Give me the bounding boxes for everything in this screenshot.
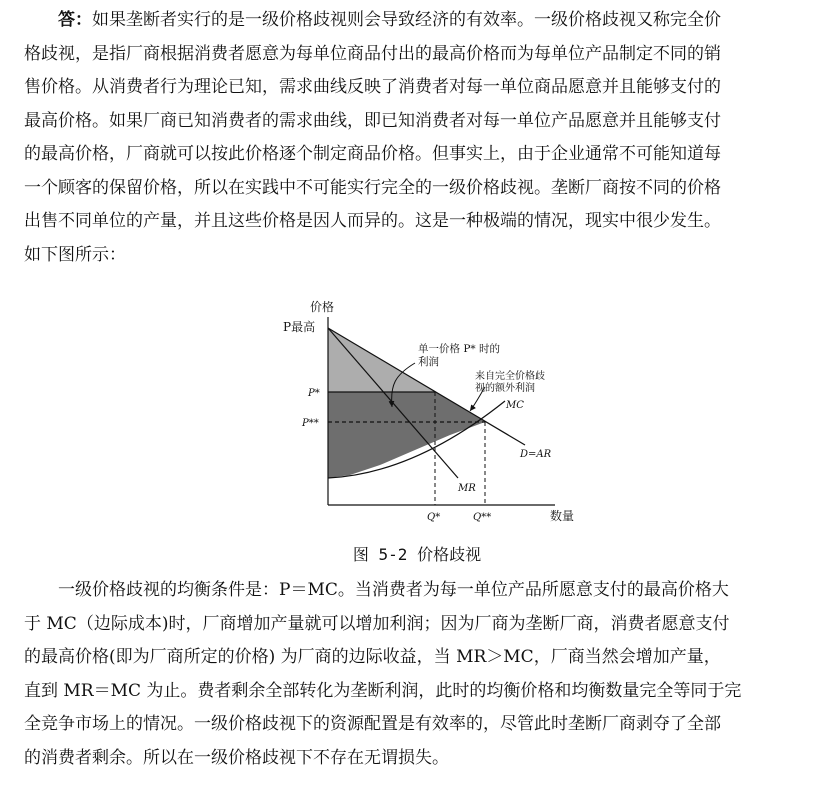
extra-profit-label-2: 视的额外利润 [475,383,535,394]
price-discrimination-figure [280,295,590,525]
mr-label: MR [458,483,476,494]
single-price-profit-label-2: 利润 [418,356,439,368]
paragraph-line: 于 MC（边际成本)时，厂商增加产量就可以增加利润；因为厂商为垄断厂商，消费者愿意支付 [24,613,730,634]
paragraph-line: 出售不同单位的产量，并且这些价格是因人而异的。这是一种极端的情况，现实中很少发生。 [24,211,721,231]
figure-caption: 图 5-2 价格歧视 [352,545,482,564]
answer-paragraph [24,4,810,272]
paragraph-line: 的最高价格，厂商就可以按此价格逐个制定商品价格。但事实上，由于企业通常不可能知道每 [24,144,721,164]
answer-label: 答： [58,10,92,30]
p-max-label: P最高 [283,320,316,334]
demand-label: D=AR [520,449,552,460]
y-axis-label: 价格 [310,300,335,314]
q-dstar-label: Q** [473,512,492,523]
paragraph-line: 售价格。从消费者行为理论已知，需求曲线反映了消费者对每一单位商品愿意并且能够支付的 [24,77,721,97]
paragraph-line: 的最高价格(即为厂商所定的价格) 为厂商的边际收益，当 MR＞MC，厂商当然会增加产量， [24,647,721,667]
line-text: 如果垄断者实行的是一级价格歧视则会导致经济的有效率。一级价格歧视又称完全价 [92,10,721,30]
x-axis-label: 数量 [550,509,575,523]
paragraph-line: 直到 MR＝MC 为止。费者剩余全部转化为垄断利润，此时的均衡价格和均衡数量完全等同于完 [24,680,742,701]
paragraph-line [24,4,810,38]
paragraph-line: 格歧视，是指厂商根据消费者愿意为每单位商品付出的最高价格而为每单位产品制定不同的销 [24,43,721,64]
p-star-label: P* [308,388,320,399]
paragraph-line: 最高价格。如果厂商已知消费者的需求曲线，即已知消费者对每一单位产品愿意并且能够支付 [24,110,721,131]
diagram-svg [280,295,590,525]
paragraph-line: 全竞争市场上的情况。一级价格歧视下的资源配置是有效率的，尽管此时垄断厂商剥夺了全部 [24,714,721,734]
paragraph-line: 如下图所示： [24,244,126,265]
paragraph-line: 的消费者剩余。所以在一级价格歧视下不存在无谓损失。 [24,747,449,768]
paragraph-line: 一级价格歧视的均衡条件是：P＝MC。当消费者为每一单位产品所愿意支付的最高价格大 [58,580,729,600]
explanation-paragraph [24,574,810,775]
paragraph-line: 一个顾客的保留价格，所以在实践中不可能实行完全的一级价格歧视。垄断厂商按不同的价格 [24,177,721,198]
extra-profit-label: 来自完全价格歧 [475,371,545,382]
q-star-label: Q* [427,512,441,523]
p-dstar-label: P** [302,418,319,429]
mc-label: MC [506,400,524,411]
single-price-profit-label: 单一价格 P* 时的 [418,343,500,355]
